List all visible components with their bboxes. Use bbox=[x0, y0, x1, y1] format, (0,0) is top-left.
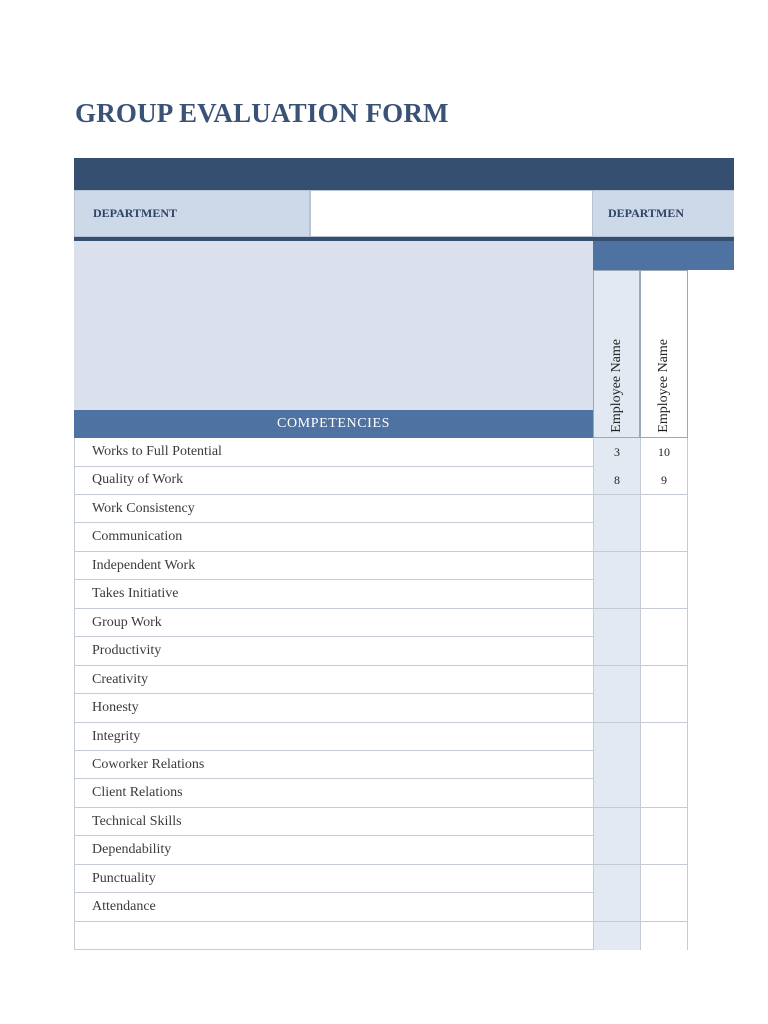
score-cell-employee-1[interactable] bbox=[593, 552, 640, 580]
competency-label: Takes Initiative bbox=[92, 586, 179, 602]
score-cell-employee-2[interactable] bbox=[640, 751, 688, 779]
competency-label: Honesty bbox=[92, 700, 139, 716]
header-area bbox=[74, 241, 593, 410]
table-row bbox=[74, 922, 688, 951]
competency-label: Works to Full Potential bbox=[92, 444, 222, 459]
competencies-header: COMPETENCIES bbox=[74, 410, 593, 438]
score-cell-employee-2[interactable] bbox=[640, 495, 688, 523]
department-label-right: DEPARTMEN bbox=[593, 190, 734, 237]
table-row bbox=[74, 438, 688, 467]
score-cell-employee-1[interactable] bbox=[593, 523, 640, 551]
competency-label: Client Relations bbox=[92, 785, 183, 801]
header-bar bbox=[74, 158, 688, 190]
score-cell-employee-2[interactable] bbox=[640, 609, 688, 637]
score-cell-employee-1[interactable] bbox=[593, 694, 640, 722]
form-title: GROUP EVALUATION FORM bbox=[75, 98, 449, 128]
score-cell-employee-1[interactable] bbox=[593, 637, 640, 665]
score-cell-employee-1[interactable]: 8 bbox=[593, 466, 640, 494]
score-cell-employee-2[interactable] bbox=[640, 523, 688, 551]
score-cell-employee-2[interactable] bbox=[640, 865, 688, 893]
competency-label: Productivity bbox=[92, 643, 162, 659]
table-row bbox=[74, 552, 688, 581]
competency-label: Creativity bbox=[92, 671, 148, 687]
score-cell-employee-2[interactable] bbox=[640, 922, 688, 950]
table-row bbox=[74, 893, 688, 922]
employee-name-label: Employee Name bbox=[608, 339, 624, 433]
table-row bbox=[74, 751, 688, 780]
score-cell-employee-1[interactable] bbox=[593, 922, 640, 950]
employee-header-bar bbox=[593, 241, 734, 270]
score-cell-employee-1[interactable] bbox=[593, 495, 640, 523]
score-cell-employee-1[interactable] bbox=[593, 609, 640, 637]
competency-label: Integrity bbox=[92, 728, 141, 744]
department-label: DEPARTMENT bbox=[74, 190, 310, 237]
score-cell-employee-1[interactable] bbox=[593, 666, 640, 694]
competency-label: Dependability bbox=[92, 842, 172, 858]
table-row bbox=[74, 694, 688, 723]
score-cell-employee-1[interactable] bbox=[593, 893, 640, 921]
score-cell-employee-1[interactable] bbox=[593, 808, 640, 836]
table-row bbox=[74, 836, 688, 865]
score-cell-employee-2[interactable] bbox=[640, 637, 688, 665]
score-cell-employee-2[interactable] bbox=[640, 580, 688, 608]
score-cell-employee-1[interactable] bbox=[593, 580, 640, 608]
score-cell-employee-1[interactable] bbox=[593, 865, 640, 893]
score-cell-employee-2[interactable] bbox=[640, 694, 688, 722]
competency-label: Punctuality bbox=[92, 870, 156, 886]
competency-label: Group Work bbox=[92, 614, 162, 630]
competency-label: Technical Skills bbox=[92, 813, 182, 829]
score-cell-employee-2[interactable] bbox=[640, 723, 688, 751]
score-cell-employee-2[interactable]: 10 bbox=[640, 438, 688, 466]
header-bar-right bbox=[688, 158, 734, 190]
table-row bbox=[74, 666, 688, 695]
table-row bbox=[74, 495, 688, 524]
table-row bbox=[74, 523, 688, 552]
table-row bbox=[74, 466, 688, 495]
table-row bbox=[74, 609, 688, 638]
score-cell-employee-2[interactable] bbox=[640, 552, 688, 580]
score-cell-employee-2[interactable] bbox=[640, 779, 688, 807]
competency-label: Attendance bbox=[92, 899, 156, 915]
employee-column-header-2 bbox=[640, 270, 688, 438]
employee-column-header-1 bbox=[593, 270, 640, 438]
table-row bbox=[74, 865, 688, 894]
competency-label: Communication bbox=[92, 529, 183, 545]
employee-name-label: Employee Name bbox=[656, 339, 671, 433]
department-field[interactable] bbox=[310, 190, 593, 237]
score-cell-employee-2[interactable]: 9 bbox=[640, 466, 688, 494]
table-row bbox=[74, 808, 688, 837]
score-cell-employee-1[interactable] bbox=[593, 751, 640, 779]
score-cell-employee-2[interactable] bbox=[640, 893, 688, 921]
score-cell-employee-1[interactable] bbox=[593, 779, 640, 807]
score-cell-employee-2[interactable] bbox=[640, 808, 688, 836]
competency-label: Coworker Relations bbox=[92, 756, 205, 772]
competency-label: Independent Work bbox=[92, 557, 196, 573]
competency-label: Work Consistency bbox=[92, 500, 195, 516]
table-row bbox=[74, 580, 688, 609]
score-cell-employee-1[interactable]: 3 bbox=[593, 438, 640, 466]
table-row bbox=[74, 723, 688, 752]
score-cell-employee-2[interactable] bbox=[640, 666, 688, 694]
competency-label: Quality of Work bbox=[92, 472, 184, 488]
table-row bbox=[74, 637, 688, 666]
score-cell-employee-2[interactable] bbox=[640, 836, 688, 864]
score-cell-employee-1[interactable] bbox=[593, 836, 640, 864]
score-cell-employee-1[interactable] bbox=[593, 723, 640, 751]
table-row bbox=[74, 779, 688, 808]
